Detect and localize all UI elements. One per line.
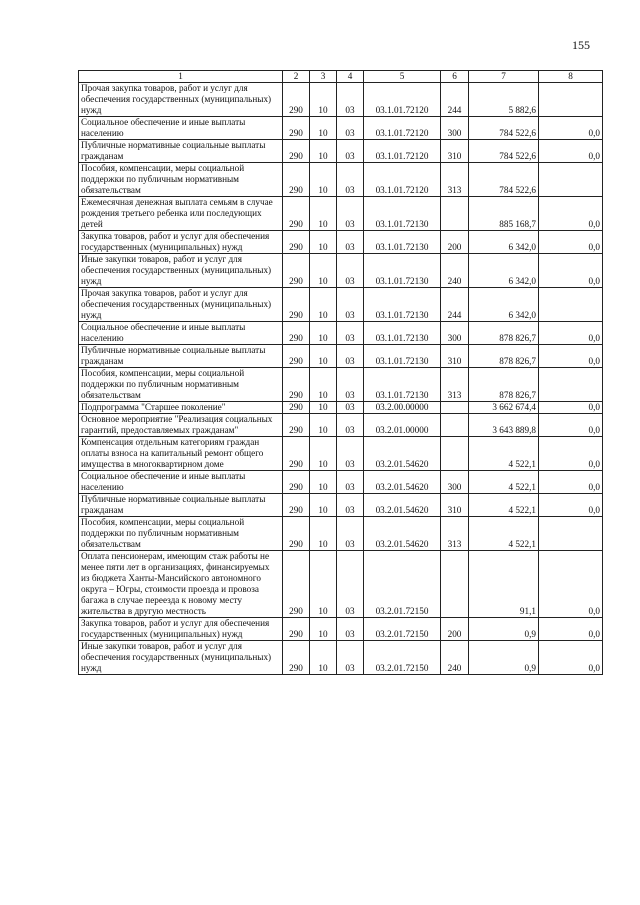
row-name-cell: Подпрограмма "Старшее поколение" — [79, 402, 283, 414]
amount-cell: 91,1 — [469, 551, 539, 618]
section-cell: 10 — [310, 551, 337, 618]
header-cell: 8 — [539, 71, 603, 83]
row-name-cell: Иные закупки товаров, работ и услуг для обеспечения государственных (муниципальных) нужд — [79, 254, 283, 288]
ministry-code-cell: 290 — [283, 231, 310, 254]
expense-type-cell: 310 — [441, 345, 469, 368]
amount-cell: 0,9 — [469, 618, 539, 641]
table-row — [79, 83, 603, 117]
ministry-code-cell: 290 — [283, 117, 310, 140]
extra-amount-cell — [539, 163, 603, 197]
row-name-cell: Социальное обеспечение и иные выплаты населению — [79, 117, 283, 140]
extra-amount-cell — [539, 83, 603, 117]
expense-type-cell: 313 — [441, 517, 469, 551]
subsection-cell: 03 — [337, 254, 364, 288]
amount-cell: 878 826,7 — [469, 345, 539, 368]
expense-type-cell: 244 — [441, 83, 469, 117]
ministry-code-cell: 290 — [283, 254, 310, 288]
amount-cell: 4 522,1 — [469, 517, 539, 551]
extra-amount-cell — [539, 288, 603, 322]
table-row — [79, 163, 603, 197]
ministry-code-cell: 290 — [283, 322, 310, 345]
subsection-cell: 03 — [337, 288, 364, 322]
subsection-cell: 03 — [337, 117, 364, 140]
expense-type-cell: 300 — [441, 322, 469, 345]
ministry-code-cell: 290 — [283, 551, 310, 618]
section-cell: 10 — [310, 231, 337, 254]
amount-cell: 3 662 674,4 — [469, 402, 539, 414]
header-cell: 1 — [79, 71, 283, 83]
target-article-cell: 03.1.01.72130 — [364, 345, 441, 368]
subsection-cell: 03 — [337, 414, 364, 437]
target-article-cell: 03.1.01.72130 — [364, 288, 441, 322]
target-article-cell: 03.1.01.72120 — [364, 83, 441, 117]
ministry-code-cell: 290 — [283, 471, 310, 494]
ministry-code-cell: 290 — [283, 345, 310, 368]
row-name-cell: Публичные нормативные социальные выплаты гражданам — [79, 345, 283, 368]
row-name-cell: Закупка товаров, работ и услуг для обеспечения государственных (муниципальных) нужд — [79, 231, 283, 254]
expense-type-cell: 313 — [441, 368, 469, 402]
table-row — [79, 402, 603, 414]
target-article-cell: 03.2.01.00000 — [364, 414, 441, 437]
row-name-cell: Публичные нормативные социальные выплаты гражданам — [79, 494, 283, 517]
expense-type-cell: 240 — [441, 254, 469, 288]
expense-type-cell: 313 — [441, 163, 469, 197]
extra-amount-cell: 0,0 — [539, 231, 603, 254]
table-row — [79, 471, 603, 494]
subsection-cell: 03 — [337, 140, 364, 163]
table-row — [79, 414, 603, 437]
expense-type-cell: 310 — [441, 140, 469, 163]
target-article-cell: 03.1.01.72130 — [364, 368, 441, 402]
target-article-cell: 03.2.01.72150 — [364, 641, 441, 675]
row-name-cell: Основное мероприятие "Реализация социальных гарантий, предоставляемых гражданам" — [79, 414, 283, 437]
table-row — [79, 345, 603, 368]
target-article-cell: 03.2.01.54620 — [364, 471, 441, 494]
table-row — [79, 551, 603, 618]
ministry-code-cell: 290 — [283, 517, 310, 551]
subsection-cell: 03 — [337, 437, 364, 471]
table-row — [79, 140, 603, 163]
header-cell: 2 — [283, 71, 310, 83]
extra-amount-cell: 0,0 — [539, 322, 603, 345]
expense-type-cell: 200 — [441, 231, 469, 254]
subsection-cell: 03 — [337, 551, 364, 618]
table-row — [79, 494, 603, 517]
extra-amount-cell: 0,0 — [539, 414, 603, 437]
ministry-code-cell: 290 — [283, 414, 310, 437]
ministry-code-cell: 290 — [283, 368, 310, 402]
ministry-code-cell: 290 — [283, 288, 310, 322]
page-number: 155 — [572, 38, 590, 52]
table-row — [79, 231, 603, 254]
extra-amount-cell: 0,0 — [539, 117, 603, 140]
expense-type-cell — [441, 437, 469, 471]
section-cell: 10 — [310, 471, 337, 494]
subsection-cell: 03 — [337, 517, 364, 551]
ministry-code-cell: 290 — [283, 163, 310, 197]
subsection-cell: 03 — [337, 402, 364, 414]
section-cell: 10 — [310, 322, 337, 345]
header-cell: 5 — [364, 71, 441, 83]
section-cell: 10 — [310, 618, 337, 641]
subsection-cell: 03 — [337, 83, 364, 117]
amount-cell: 878 826,7 — [469, 322, 539, 345]
row-name-cell: Публичные нормативные социальные выплаты гражданам — [79, 140, 283, 163]
amount-cell: 6 342,0 — [469, 231, 539, 254]
extra-amount-cell — [539, 368, 603, 402]
expense-type-cell: 300 — [441, 117, 469, 140]
amount-cell: 784 522,6 — [469, 163, 539, 197]
section-cell: 10 — [310, 368, 337, 402]
table-row — [79, 254, 603, 288]
amount-cell: 885 168,7 — [469, 197, 539, 231]
amount-cell: 5 882,6 — [469, 83, 539, 117]
target-article-cell: 03.1.01.72120 — [364, 140, 441, 163]
extra-amount-cell: 0,0 — [539, 551, 603, 618]
ministry-code-cell: 290 — [283, 618, 310, 641]
ministry-code-cell: 290 — [283, 641, 310, 675]
section-cell: 10 — [310, 437, 337, 471]
section-cell: 10 — [310, 641, 337, 675]
subsection-cell: 03 — [337, 494, 364, 517]
target-article-cell: 03.2.01.72150 — [364, 551, 441, 618]
expense-type-cell — [441, 551, 469, 618]
extra-amount-cell: 0,0 — [539, 345, 603, 368]
ministry-code-cell: 290 — [283, 402, 310, 414]
table-row — [79, 517, 603, 551]
row-name-cell: Компенсация отдельным категориям граждан оплаты взноса на капитальный ремонт общего имущества в многоквартирном доме — [79, 437, 283, 471]
budget-table — [78, 70, 603, 675]
row-name-cell: Закупка товаров, работ и услуг для обеспечения государственных (муниципальных) нужд — [79, 618, 283, 641]
extra-amount-cell: 0,0 — [539, 437, 603, 471]
amount-cell: 784 522,6 — [469, 117, 539, 140]
subsection-cell: 03 — [337, 641, 364, 675]
row-name-cell: Пособия, компенсации, меры социальной поддержки по публичным нормативным обязательствам — [79, 368, 283, 402]
subsection-cell: 03 — [337, 163, 364, 197]
target-article-cell: 03.2.01.54620 — [364, 517, 441, 551]
subsection-cell: 03 — [337, 345, 364, 368]
section-cell: 10 — [310, 345, 337, 368]
target-article-cell: 03.2.01.54620 — [364, 437, 441, 471]
amount-cell: 6 342,0 — [469, 254, 539, 288]
ministry-code-cell: 290 — [283, 494, 310, 517]
table-row — [79, 437, 603, 471]
extra-amount-cell: 0,0 — [539, 254, 603, 288]
row-name-cell: Оплата пенсионерам, имеющим стаж работы не менее пяти лет в организациях, финансируемых из бюджета Ханты-Мансийского автономного округа – Югры, стоимости проезда и провоза багажа в случае переезда к новому месту жительства в другую местность — [79, 551, 283, 618]
target-article-cell: 03.1.01.72130 — [364, 231, 441, 254]
amount-cell: 784 522,6 — [469, 140, 539, 163]
section-cell: 10 — [310, 414, 337, 437]
row-name-cell: Иные закупки товаров, работ и услуг для обеспечения государственных (муниципальных) нужд — [79, 641, 283, 675]
table-row — [79, 197, 603, 231]
subsection-cell: 03 — [337, 322, 364, 345]
target-article-cell: 03.1.01.72130 — [364, 322, 441, 345]
amount-cell: 3 643 889,8 — [469, 414, 539, 437]
extra-amount-cell: 0,0 — [539, 471, 603, 494]
amount-cell: 4 522,1 — [469, 437, 539, 471]
expense-type-cell: 244 — [441, 288, 469, 322]
extra-amount-cell: 0,0 — [539, 402, 603, 414]
row-name-cell: Пособия, компенсации, меры социальной поддержки по публичным нормативным обязательствам — [79, 163, 283, 197]
ministry-code-cell: 290 — [283, 140, 310, 163]
subsection-cell: 03 — [337, 231, 364, 254]
subsection-cell: 03 — [337, 368, 364, 402]
section-cell: 10 — [310, 83, 337, 117]
extra-amount-cell — [539, 517, 603, 551]
section-cell: 10 — [310, 517, 337, 551]
table-row — [79, 117, 603, 140]
header-cell: 6 — [441, 71, 469, 83]
target-article-cell: 03.1.01.72130 — [364, 254, 441, 288]
table-row — [79, 641, 603, 675]
target-article-cell: 03.2.01.54620 — [364, 494, 441, 517]
table-row — [79, 368, 603, 402]
target-article-cell: 03.1.01.72120 — [364, 163, 441, 197]
table-row — [79, 322, 603, 345]
amount-cell: 878 826,7 — [469, 368, 539, 402]
table-body — [79, 83, 603, 675]
expense-type-cell — [441, 414, 469, 437]
extra-amount-cell: 0,0 — [539, 641, 603, 675]
section-cell: 10 — [310, 163, 337, 197]
section-cell: 10 — [310, 288, 337, 322]
target-article-cell: 03.2.00.00000 — [364, 402, 441, 414]
table-row — [79, 288, 603, 322]
target-article-cell: 03.1.01.72130 — [364, 197, 441, 231]
row-name-cell: Прочая закупка товаров, работ и услуг для обеспечения государственных (муниципальных) нужд — [79, 83, 283, 117]
table-row — [79, 618, 603, 641]
expense-type-cell: 240 — [441, 641, 469, 675]
header-cell: 7 — [469, 71, 539, 83]
extra-amount-cell: 0,0 — [539, 618, 603, 641]
subsection-cell: 03 — [337, 618, 364, 641]
ministry-code-cell: 290 — [283, 437, 310, 471]
header-cell: 3 — [310, 71, 337, 83]
amount-cell: 4 522,1 — [469, 471, 539, 494]
subsection-cell: 03 — [337, 197, 364, 231]
row-name-cell: Пособия, компенсации, меры социальной поддержки по публичным нормативным обязательствам — [79, 517, 283, 551]
extra-amount-cell: 0,0 — [539, 140, 603, 163]
amount-cell: 6 342,0 — [469, 288, 539, 322]
expense-type-cell — [441, 197, 469, 231]
amount-cell: 4 522,1 — [469, 494, 539, 517]
section-cell: 10 — [310, 254, 337, 288]
section-cell: 10 — [310, 140, 337, 163]
section-cell: 10 — [310, 117, 337, 140]
header-row — [79, 71, 603, 83]
amount-cell: 0,9 — [469, 641, 539, 675]
extra-amount-cell: 0,0 — [539, 197, 603, 231]
extra-amount-cell: 0,0 — [539, 494, 603, 517]
expense-type-cell: 300 — [441, 471, 469, 494]
expense-type-cell: 310 — [441, 494, 469, 517]
ministry-code-cell: 290 — [283, 197, 310, 231]
row-name-cell: Прочая закупка товаров, работ и услуг для обеспечения государственных (муниципальных) нужд — [79, 288, 283, 322]
target-article-cell: 03.2.01.72150 — [364, 618, 441, 641]
section-cell: 10 — [310, 197, 337, 231]
expense-type-cell — [441, 402, 469, 414]
header-cell: 4 — [337, 71, 364, 83]
ministry-code-cell: 290 — [283, 83, 310, 117]
section-cell: 10 — [310, 494, 337, 517]
target-article-cell: 03.1.01.72120 — [364, 117, 441, 140]
row-name-cell: Ежемесячная денежная выплата семьям в случае рождения третьего ребенка или последующих детей — [79, 197, 283, 231]
section-cell: 10 — [310, 402, 337, 414]
expense-type-cell: 200 — [441, 618, 469, 641]
subsection-cell: 03 — [337, 471, 364, 494]
row-name-cell: Социальное обеспечение и иные выплаты населению — [79, 471, 283, 494]
row-name-cell: Социальное обеспечение и иные выплаты населению — [79, 322, 283, 345]
